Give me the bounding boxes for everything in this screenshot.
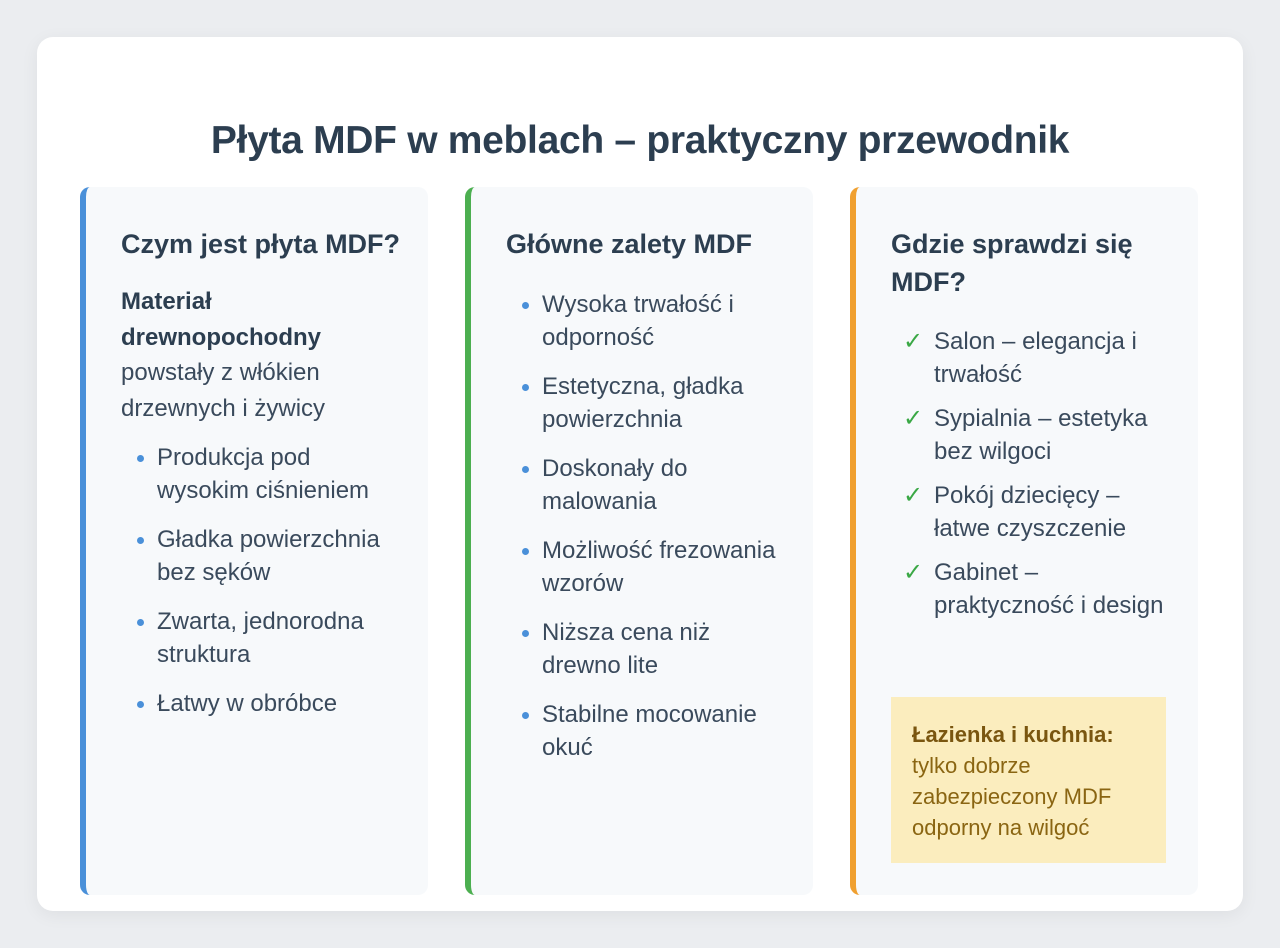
bullet-icon bbox=[137, 537, 144, 544]
intro-bold: Materiał drewnopochodny bbox=[121, 288, 321, 351]
list-item bbox=[506, 288, 793, 354]
check-icon: ✓ bbox=[903, 328, 924, 355]
list-item-text: Wysoka trwałość i odporność bbox=[542, 291, 734, 351]
list-item bbox=[121, 523, 408, 589]
column-advantages bbox=[465, 187, 813, 895]
check-icon: ✓ bbox=[903, 405, 924, 432]
intro-rest: powstały z włókien drzewnych i żywicy bbox=[121, 359, 326, 422]
bullet-icon bbox=[137, 619, 144, 626]
list-item-text: Gładka powierzchnia bez sęków bbox=[157, 526, 380, 586]
list-item bbox=[891, 325, 1178, 391]
list-item-text: Łatwy w obróbce bbox=[157, 690, 338, 717]
list-item bbox=[506, 452, 793, 518]
list-item bbox=[121, 605, 408, 671]
bullet-icon bbox=[522, 302, 529, 309]
column-where-to-use bbox=[850, 187, 1198, 895]
warning-note bbox=[891, 697, 1166, 863]
column-heading: Czym jest płyta MDF? bbox=[121, 229, 401, 259]
feature-list bbox=[121, 441, 408, 720]
list-item bbox=[506, 616, 793, 682]
list-item-text: Zwarta, jednorodna struktura bbox=[157, 608, 364, 668]
column-heading: Gdzie sprawdzi się MDF? bbox=[891, 229, 1133, 297]
note-bold: Łazienka i kuchnia: bbox=[912, 722, 1114, 747]
list-item bbox=[506, 370, 793, 436]
check-icon: ✓ bbox=[903, 482, 924, 509]
page-title: Płyta MDF w meblach – praktyczny przewodnik bbox=[210, 119, 1070, 162]
list-item-text: Pokój dziecięcy – łatwe czyszczenie bbox=[934, 482, 1127, 542]
bullet-icon bbox=[522, 384, 529, 391]
infographic-card bbox=[37, 37, 1243, 911]
bullet-icon bbox=[522, 548, 529, 555]
bullet-icon bbox=[522, 712, 529, 719]
rooms-list bbox=[891, 325, 1178, 622]
check-icon: ✓ bbox=[903, 559, 924, 586]
list-item bbox=[891, 402, 1178, 468]
list-item-text: Salon – elegancja i trwałość bbox=[934, 328, 1137, 388]
intro-text bbox=[121, 284, 408, 426]
list-item-text: Sypialnia – estetyka bez wilgoci bbox=[934, 405, 1148, 465]
list-item bbox=[506, 534, 793, 600]
note-rest: tylko dobrze zabezpieczony MDF odporny na wilgoć bbox=[912, 753, 1112, 840]
list-item bbox=[506, 698, 793, 764]
column-what-is-mdf bbox=[80, 187, 428, 895]
column-heading: Główne zalety MDF bbox=[506, 229, 753, 259]
list-item bbox=[891, 556, 1178, 622]
bullet-icon bbox=[522, 466, 529, 473]
list-item-text: Stabilne mocowanie okuć bbox=[542, 701, 757, 761]
list-item bbox=[891, 479, 1178, 545]
bullet-icon bbox=[522, 630, 529, 637]
list-item-text: Estetyczna, gładka powierzchnia bbox=[542, 373, 744, 433]
advantages-list bbox=[506, 288, 793, 764]
list-item-text: Doskonały do malowania bbox=[542, 455, 688, 515]
list-item bbox=[121, 687, 408, 720]
list-item bbox=[121, 441, 408, 507]
list-item-text: Możliwość frezowania wzorów bbox=[542, 537, 776, 597]
list-item-text: Niższa cena niż drewno lite bbox=[542, 619, 711, 679]
list-item-text: Produkcja pod wysokim ciśnieniem bbox=[157, 444, 370, 504]
bullet-icon bbox=[137, 455, 144, 462]
list-item-text: Gabinet – praktyczność i design bbox=[934, 559, 1164, 619]
bullet-icon bbox=[137, 701, 144, 708]
